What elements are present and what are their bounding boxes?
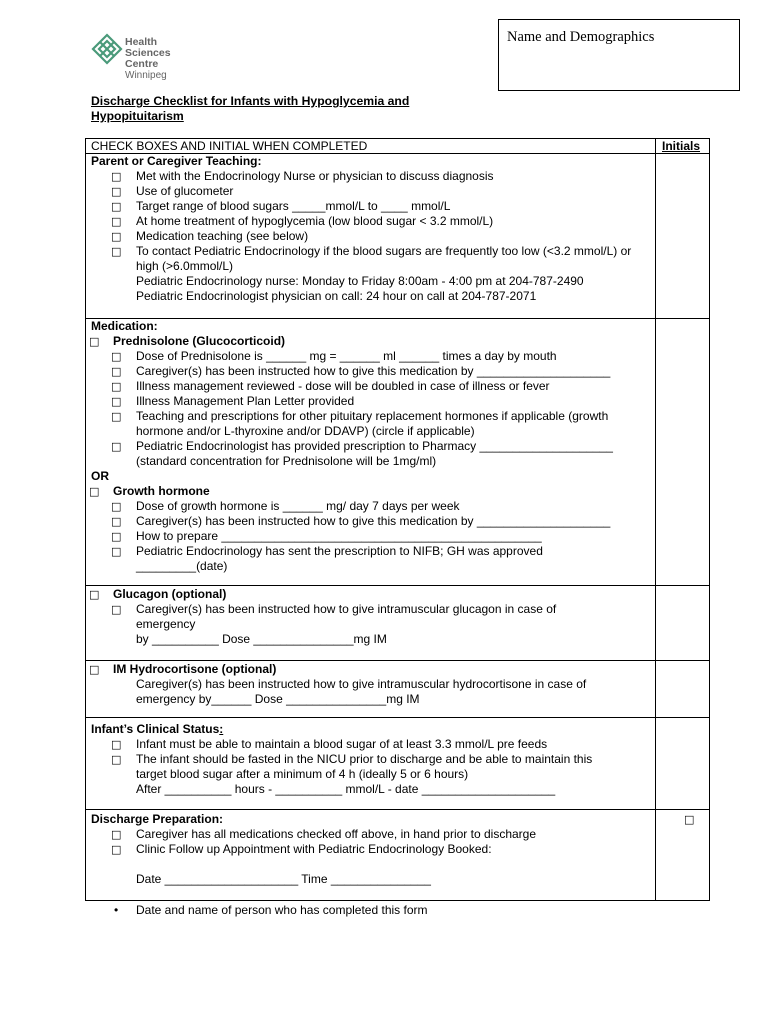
logo-text-line-4: Winnipeg [125, 70, 167, 81]
checkbox[interactable]: □ [111, 843, 122, 856]
hydrocortisone-heading: IM Hydrocortisone (optional) [113, 662, 277, 676]
glucagon-continuation: emergency [136, 617, 196, 631]
checkbox[interactable]: □ [111, 410, 122, 423]
name-demographics-label: Name and Demographics [507, 29, 655, 45]
checkbox[interactable]: □ [89, 588, 100, 601]
checkbox[interactable]: □ [89, 663, 100, 676]
medication-heading: Medication: [91, 319, 158, 333]
clinical-item: The infant should be fasted in the NICU prior to discharge and be able to maintain this [136, 752, 593, 766]
initials-header: Initials [662, 139, 701, 153]
logo-text-line-3: Centre [125, 58, 159, 70]
checkbox[interactable]: □ [111, 603, 122, 616]
hydrocortisone-line: Caregiver(s) has been instructed how to give intramuscular hydrocortisone in case of [136, 677, 587, 691]
clinical-item: Infant must be able to maintain a blood sugar of at least 3.3 mmol/L pre feeds [136, 737, 548, 751]
checkbox[interactable]: □ [111, 215, 122, 228]
teaching-item: Use of glucometer [136, 184, 234, 198]
hydrocortisone-dose-line: emergency by______ Dose _______________mg IM [136, 692, 420, 706]
prednisolone-heading: Prednisolone (Glucocorticoid) [113, 334, 286, 348]
row-divider [85, 717, 710, 718]
checkbox[interactable]: □ [111, 440, 122, 453]
checkbox[interactable]: □ [111, 545, 122, 558]
prednisolone-item: Caregiver(s) has been instructed how to give this medication by ____________________ [136, 364, 611, 378]
growth-hormone-item: Pediatric Endocrinology has sent the prescription to NIFB; GH was approved [136, 544, 543, 558]
name-demographics-box[interactable] [498, 19, 740, 91]
checkbox[interactable]: □ [111, 515, 122, 528]
prednisolone-item: Illness management reviewed - dose will be doubled in case of illness or fever [136, 379, 550, 393]
title-line-1: Discharge Checklist for Infants with Hypoglycemia and [91, 94, 410, 108]
teaching-item: To contact Pediatric Endocrinology if the blood sugars are frequently too low (<3.2 mmol/L) or [136, 244, 632, 258]
checkbox[interactable]: □ [111, 365, 122, 378]
checkbox[interactable]: □ [111, 753, 122, 766]
logo-diamond-icon [91, 33, 123, 69]
teaching-item: Target range of blood sugars _____mmol/L to ____ mmol/L [136, 199, 451, 213]
prednisolone-item: Pediatric Endocrinologist has provided prescription to Pharmacy ____________________ [136, 439, 613, 453]
growth-hormone-item: Caregiver(s) has been instructed how to give this medication by ____________________ [136, 514, 611, 528]
logo-text-line-2: Sciences [125, 47, 171, 59]
initials-checkbox[interactable]: □ [684, 813, 695, 826]
prednisolone-item: Teaching and prescriptions for other pituitary replacement hormones if applicable (growth [136, 409, 609, 423]
clinical-continuation: target blood sugar after a minimum of 4 h (ideally 5 or 6 hours) [136, 767, 469, 781]
row-divider [85, 809, 710, 810]
page-title [91, 94, 451, 124]
checkbox[interactable]: □ [111, 395, 122, 408]
checkbox[interactable]: □ [89, 335, 100, 348]
logo-text-line-1: Health [125, 36, 158, 48]
growth-hormone-item: Dose of growth hormone is ______ mg/ day 7 days per week [136, 499, 460, 513]
teaching-item: Met with the Endocrinology Nurse or physician to discuss diagnosis [136, 169, 494, 183]
or-label: OR [91, 469, 109, 483]
clinical-status-colon: : [219, 722, 224, 736]
clinical-after-line: After __________ hours - __________ mmol/L - date ____________________ [136, 782, 556, 796]
teaching-continuation: high (>6.0mmol/L) [136, 259, 234, 273]
initials-column-divider [655, 138, 656, 901]
growth-hormone-item: How to prepare ________________________________________________ [136, 529, 542, 543]
teaching-item: At home treatment of hypoglycemia (low blood sugar < 3.2 mmol/L) [136, 214, 494, 228]
hsc-logo [91, 33, 181, 87]
checkbox[interactable]: □ [111, 738, 122, 751]
checkbox[interactable]: □ [111, 530, 122, 543]
bullet: • [114, 903, 119, 917]
checkbox[interactable]: □ [111, 200, 122, 213]
growth-hormone-heading: Growth hormone [113, 484, 210, 498]
teaching-item: Medication teaching (see below) [136, 229, 309, 243]
glucagon-heading: Glucagon (optional) [113, 587, 227, 601]
growth-hormone-continuation: _________(date) [136, 559, 228, 573]
discharge-heading: Discharge Preparation: [91, 812, 224, 826]
clinical-status-heading-text: Infant’s Clinical Status [91, 722, 220, 736]
prednisolone-item: Illness Management Plan Letter provided [136, 394, 355, 408]
checkbox[interactable]: □ [111, 245, 122, 258]
signoff-line: Date and name of person who has completed this form [136, 903, 428, 917]
title-line-2: Hypopituitarism [91, 109, 184, 123]
glucagon-dose-line: by __________ Dose _______________mg IM [136, 632, 387, 646]
clinical-status-heading [91, 722, 223, 737]
glucagon-item: Caregiver(s) has been instructed how to give intramuscular glucagon in case of [136, 602, 557, 616]
checkbox[interactable]: □ [111, 230, 122, 243]
row-divider [85, 585, 710, 586]
prednisolone-continuation: (standard concentration for Prednisolone will be 1mg/ml) [136, 454, 437, 468]
discharge-item: Clinic Follow up Appointment with Pediatric Endocrinology Booked: [136, 842, 492, 856]
checkbox[interactable]: □ [111, 170, 122, 183]
checkbox[interactable]: □ [111, 185, 122, 198]
checkbox[interactable]: □ [111, 350, 122, 363]
row-divider [85, 660, 710, 661]
checkbox[interactable]: □ [111, 380, 122, 393]
endocrinology-nurse-contact: Pediatric Endocrinology nurse: Monday to Friday 8:00am - 4:00 pm at 204-787-2490 [136, 274, 584, 288]
date-time-line: Date ____________________ Time _______________ [136, 872, 431, 886]
table-header-text: CHECK BOXES AND INITIAL WHEN COMPLETED [91, 139, 368, 153]
endocrinologist-contact: Pediatric Endocrinologist physician on call: 24 hour on call at 204-787-2071 [136, 289, 537, 303]
teaching-heading: Parent or Caregiver Teaching: [91, 154, 262, 168]
prednisolone-continuation: hormone and/or L-thyroxine and/or DDAVP) (circle if applicable) [136, 424, 475, 438]
row-divider [85, 318, 710, 319]
discharge-item: Caregiver has all medications checked off above, in hand prior to discharge [136, 827, 537, 841]
prednisolone-item: Dose of Prednisolone is ______ mg = ______ ml ______ times a day by mouth [136, 349, 557, 363]
checkbox[interactable]: □ [111, 828, 122, 841]
checkbox[interactable]: □ [111, 500, 122, 513]
checkbox[interactable]: □ [89, 485, 100, 498]
